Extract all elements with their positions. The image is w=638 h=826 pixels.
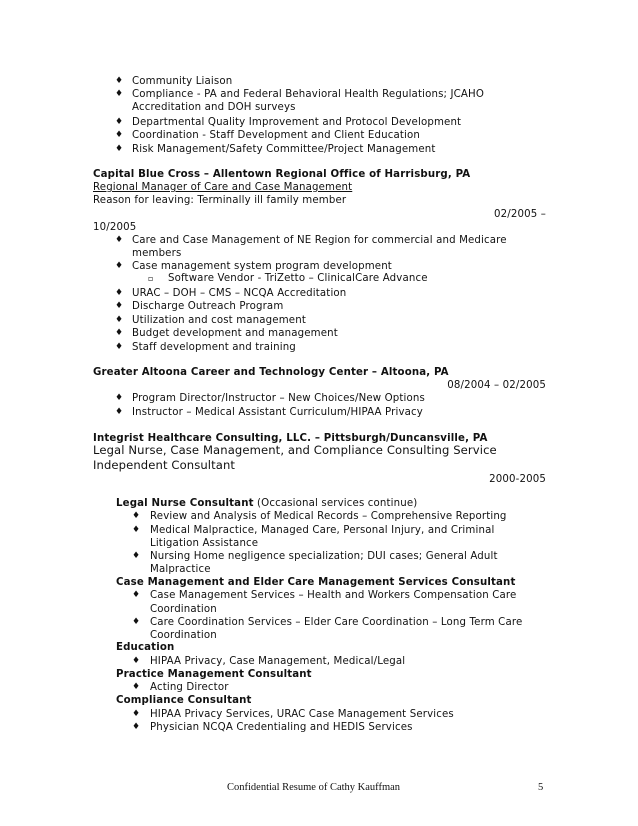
lnc-heading: Legal Nurse Consultant bbox=[116, 498, 254, 509]
diamond-bullet-icon: ♦ bbox=[115, 328, 124, 338]
diamond-bullet-icon: ♦ bbox=[132, 525, 141, 535]
diamond-bullet-icon: ♦ bbox=[115, 261, 124, 271]
list-item: Malpractice bbox=[150, 564, 211, 575]
diamond-bullet-icon: ♦ bbox=[115, 315, 124, 325]
diamond-bullet-icon: ♦ bbox=[132, 656, 141, 666]
list-item: Litigation Assistance bbox=[150, 538, 259, 549]
diamond-bullet-icon: ♦ bbox=[132, 590, 141, 600]
diamond-bullet-icon: ♦ bbox=[115, 89, 124, 99]
list-item: members bbox=[132, 248, 182, 259]
job-dates: 08/2004 – 02/2005 bbox=[447, 380, 546, 391]
list-item: Accreditation and DOH surveys bbox=[132, 102, 296, 113]
employer-heading: Capital Blue Cross – Allentown Regional Office of Harrisburg, PA bbox=[93, 169, 471, 180]
square-bullet-icon: ▫ bbox=[148, 274, 154, 283]
list-item: Care Coordination Services – Elder Care Coordination – Long Term Care bbox=[150, 617, 523, 628]
subsection-heading: Compliance Consultant bbox=[116, 695, 252, 706]
list-item: Discharge Outreach Program bbox=[132, 301, 284, 312]
list-item: Coordination - Staff Development and Client Education bbox=[132, 130, 420, 141]
job-dates: 2000-2005 bbox=[489, 474, 546, 485]
list-item: Medical Malpractice, Managed Care, Personal Injury, and Criminal bbox=[150, 525, 495, 536]
list-item: Utilization and cost management bbox=[132, 315, 306, 326]
diamond-bullet-icon: ♦ bbox=[115, 407, 124, 417]
subsection-heading: Case Management and Elder Care Management Services Consultant bbox=[116, 577, 516, 588]
list-item: Physician NCQA Credentialing and HEDIS Services bbox=[150, 722, 413, 733]
diamond-bullet-icon: ♦ bbox=[115, 117, 124, 127]
list-item: HIPAA Privacy Services, URAC Case Management Services bbox=[150, 709, 454, 720]
job-title: Regional Manager of Care and Case Management bbox=[93, 182, 353, 193]
diamond-bullet-icon: ♦ bbox=[115, 144, 124, 154]
list-item: Instructor – Medical Assistant Curriculum/HIPAA Privacy bbox=[132, 407, 423, 418]
diamond-bullet-icon: ♦ bbox=[132, 617, 141, 627]
lnc-note: (Occasional services continue) bbox=[253, 498, 418, 509]
job-dates: 02/2005 – bbox=[493, 209, 546, 220]
list-item: HIPAA Privacy, Case Management, Medical/Legal bbox=[150, 656, 406, 667]
list-item: URAC – DOH – CMS – NCQA Accreditation bbox=[132, 288, 347, 299]
reason-for-leaving: Reason for leaving: Terminally ill family member bbox=[93, 195, 347, 206]
diamond-bullet-icon: ♦ bbox=[115, 288, 124, 298]
list-item: Compliance - PA and Federal Behavioral Health Regulations; JCAHO bbox=[132, 89, 485, 100]
diamond-bullet-icon: ♦ bbox=[132, 682, 141, 692]
footer-text: Confidential Resume of Cathy Kauffman bbox=[227, 782, 401, 793]
employer-heading: Integrist Healthcare Consulting, LLC. – Pittsburgh/Duncansville, PA bbox=[93, 433, 488, 444]
diamond-bullet-icon: ♦ bbox=[115, 235, 124, 245]
list-item: Case Management Services – Health and Workers Compensation Care bbox=[150, 590, 517, 601]
page-number: 5 bbox=[538, 782, 544, 793]
list-item: Departmental Quality Improvement and Protocol Development bbox=[132, 117, 462, 128]
diamond-bullet-icon: ♦ bbox=[132, 511, 141, 521]
diamond-bullet-icon: ♦ bbox=[132, 709, 141, 719]
subsection-heading: Education bbox=[116, 642, 175, 653]
job-title: Legal Nurse, Case Management, and Compliance Consulting Service bbox=[93, 443, 497, 457]
list-item: Coordination bbox=[150, 630, 217, 641]
diamond-bullet-icon: ♦ bbox=[115, 393, 124, 403]
list-item: Case management system program development bbox=[132, 261, 392, 272]
job-dates-end: 10/2005 bbox=[93, 222, 137, 233]
list-item: Software Vendor - TriZetto – ClinicalCare Advance bbox=[168, 273, 428, 284]
list-item: Care and Case Management of NE Region for commercial and Medicare bbox=[132, 235, 507, 246]
diamond-bullet-icon: ♦ bbox=[132, 551, 141, 561]
list-item: Program Director/Instructor – New Choices/New Options bbox=[132, 393, 425, 404]
list-item: Risk Management/Safety Committee/Project Management bbox=[132, 144, 436, 155]
list-item: Acting Director bbox=[150, 682, 229, 693]
job-title: Independent Consultant bbox=[93, 458, 236, 472]
list-item: Nursing Home negligence specialization; DUI cases; General Adult bbox=[150, 551, 498, 562]
subsection-heading: Practice Management Consultant bbox=[116, 669, 312, 680]
employer-heading: Greater Altoona Career and Technology Center – Altoona, PA bbox=[93, 367, 449, 378]
diamond-bullet-icon: ♦ bbox=[132, 722, 141, 732]
diamond-bullet-icon: ♦ bbox=[115, 301, 124, 311]
list-item: Review and Analysis of Medical Records – Comprehensive Reporting bbox=[150, 511, 507, 522]
list-item: Staff development and training bbox=[132, 342, 296, 353]
list-item: Coordination bbox=[150, 604, 217, 615]
diamond-bullet-icon: ♦ bbox=[115, 342, 124, 352]
diamond-bullet-icon: ♦ bbox=[115, 76, 124, 86]
subsection-heading bbox=[116, 497, 417, 510]
diamond-bullet-icon: ♦ bbox=[115, 130, 124, 140]
list-item: Budget development and management bbox=[132, 328, 338, 339]
list-item: Community Liaison bbox=[132, 76, 233, 87]
